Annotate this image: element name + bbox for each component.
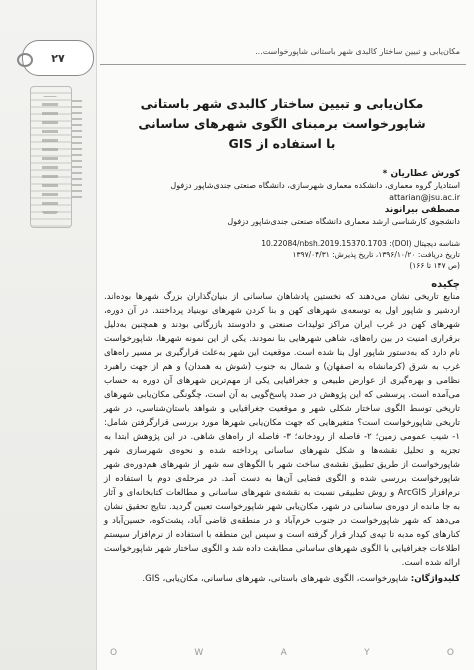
author-email[interactable]: attarian@jsu.ac.ir (389, 193, 460, 202)
footer-marks (110, 648, 454, 658)
footer-mark: O (110, 648, 118, 658)
author-affiliation: استادیار گروه معماری، دانشکده معماری شهرسازی، دانشگاه صنعتی جندی‌شاپور دزفول (170, 181, 460, 190)
footer-mark: W (194, 648, 204, 658)
abstract-heading: چکیده (431, 279, 460, 290)
pages-line: (ص ۱۴۷ تا ۱۶۶) (409, 261, 460, 270)
page-number: ۲۷ (51, 51, 65, 65)
running-title: مکان‌یابی و تبیین ساختار کالبدی شهر باستانی شاپورخواست... (255, 47, 460, 56)
article-title (104, 94, 460, 154)
title-line: مکان‌یابی و تبیین ساختار کالبدی شهر باستانی (140, 96, 424, 111)
journal-subtitle-graphic (72, 98, 82, 198)
author-block (104, 168, 460, 228)
keywords-text: شاپورخواست، الگوی شهرهای باستانی، شهرهای ساسانی، مکان‌یابی، GIS. (142, 574, 409, 584)
badge-hook-icon (17, 53, 33, 67)
title-line: شاپورخواست برمبنای الگوی شهرهای ساسانی (138, 116, 426, 131)
article-body (104, 78, 460, 586)
journal-sidebar (0, 0, 97, 670)
footer-mark: A (280, 648, 287, 658)
dates-line: تاریخ دریافت: ۱۳۹۶/۱۰/۲۰، تاریخ پذیرش: ۱۳۹۷/۰۴/۳۱ (292, 250, 460, 259)
page-number-badge (22, 40, 94, 76)
header-rule (100, 64, 466, 65)
abstract-text: منابع تاریخی نشان می‌دهند که نخستین پادشاهان ساسانی از بنیان‌گذاران بزرگ شهرها بوده‌اند. اردشیر و شاپور اول به توسعه‌ی شهرهای کهن و بنا کردن شهرهای نوبنیاد پرداختند. در آن دوره، شهرهای کهن در غرب ایران مراکز تولیدات صنعتی و دادوستد بازرگانی بودند و همچنین به‌دلیل برقراری امنیت در بین راه‌های، شاهی شهرهایی بنا نمودند. یکی از این نمونه شهرها، شاپورخواست نام دارد که به‌دستور شاپور اول بنا شده است. موقعیت این شهر به‌علت قرارگیری بر مسیر راه‌های غرب به شرق (کرمانشاه به اصفهان) و شمال به جنوب (شوش به همدان) و هم از جهت راهبرد نظامی و بهره‌گیری از عوارض طبیعی و جغرافیایی یکی از مهم‌ترین شهرهای آن دوره به حساب می‌آمده است. پرسشی که این پژوهش در صدد پاسخ‌گویی به آن است، چگونگی مکان‌یابی شهرهای تاریخی توسط الگوی ساختار شکلی شهر و موقعیت جغرافیایی و شواهد باستان‌شناسی، در شهر تاریخی شاپورخواست است؟ متغیرهایی که جهت مکان‌یابی شهرها مورد بررسی قرارگرفتن شامل: ۱- شیب عمومی زمین؛ ۲- فاصله از رودخانه؛ ۳- فاصله از راه‌های شاهی. در این پژوهش ابتدا به تجزیه و تحلیل نقشه‌ها و شکل شهرهای ساسانی پرداخته شده و نحوه‌ی شهرسازی شهر شاپورخواست از طریق تطبیق نقشه‌ی ساخت شهر با الگوهای سه شهر از شهرهای هم‌دوره‌ی شهر شاپورخواست بررسی شده و الگوی فضایی آن‌ها به دست آمد. در مرحله‌ی دوم با استفاده از نرم‌افزار ArcGIS و روش تطبیقی نسبت به نقشه‌ی شهرهای ساسانی و مطالعات کتابخانه‌ای و آثار به جا مانده از دوره‌ی ساسانی در شهر، مکان‌یابی شهر شاپورخواست تعیین گردید. نتایج تحقیق نشان می‌دهد که شهر شاپورخواست در جنوب خرم‌آباد و در منطقه‌ی قاضی آباد، پشت‌کوه، حسین‌آباد و کنارهای کوه مدبه تا تپه‌ی کیدار قرار گرفته است و سپس این منطقه با استفاده از نرم‌افزار سیستم اطلاعات جغرافیایی با الگوی شهرهای ساسانی مطابقت داده شد و الگوی ساختار شهر شاپورخواست ارائه شده است. (104, 292, 461, 568)
keywords (104, 572, 460, 586)
journal-logo-calligraphy-icon (42, 96, 58, 214)
author-affiliation: دانشجوی کارشناسی ارشد معماری دانشگاه صنعتی جندی‌شاپور دزفول (227, 217, 460, 226)
author-name: مصطفی بیرانوند (384, 205, 460, 215)
keywords-label: کلیدواژگان: (410, 574, 460, 584)
doi-line[interactable]: شناسه دیجیتال (DOI): 10.22084/nbsh.2019.15370.1703 (261, 239, 460, 248)
footer-mark: O (446, 648, 454, 658)
footer-mark: Y (364, 648, 370, 658)
article-metadata (104, 238, 460, 271)
author-name: کورش عطاریان * (382, 169, 460, 179)
title-line: با استفاده از GIS (228, 136, 336, 151)
